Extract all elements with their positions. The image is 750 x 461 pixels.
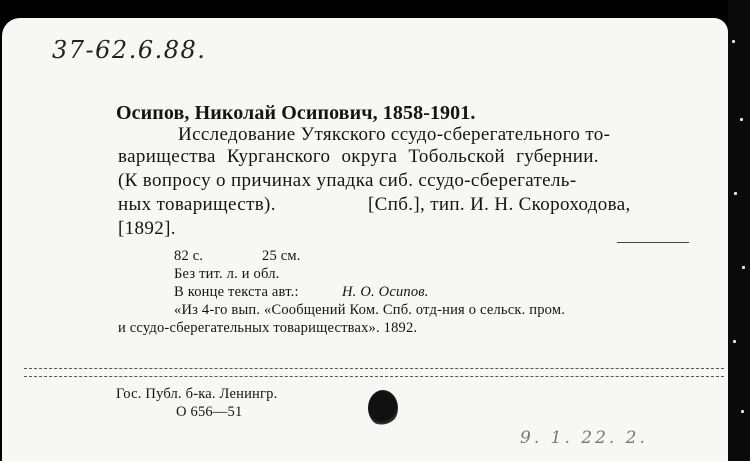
note-pagination: 82 с. <box>174 248 204 264</box>
library-stamp <box>368 390 398 426</box>
holding-library: Гос. Публ. б-ка. Ленингр. <box>116 386 278 402</box>
note-size: 25 см. <box>262 248 301 264</box>
shelfmark-handwritten: 37-62.6.88. <box>52 36 207 64</box>
rule-bottom <box>24 376 724 377</box>
title-line-2: варищества Курганского округа Тобольской губернии. <box>118 146 599 167</box>
title-line-3: (К вопросу о причинах упадка сиб. ссудо-сберегатель- <box>118 170 577 191</box>
rule-top <box>24 368 724 369</box>
rule-right <box>617 242 689 243</box>
note-series-1: «Из 4-го вып. «Сообщений Ком. Спб. отд-ния о сельск. пром. <box>174 302 566 318</box>
holding-call-number: О 656—51 <box>176 404 243 420</box>
note-author-name: Н. О. Осипов. <box>342 284 429 300</box>
title-line-4: ных товариществ). <box>118 194 276 215</box>
catalog-card <box>2 18 728 461</box>
note-no-title: Без тит. л. и обл. <box>174 266 280 282</box>
heading-author: Осипов, Николай Осипович, 1858-1901. <box>116 102 476 124</box>
imprint: [Спб.], тип. И. Н. Скороходова, <box>368 194 631 215</box>
handwritten-note-bottom: 9. 1. 22. 2. <box>520 428 648 448</box>
title-line-1: Исследование Утякского ссудо-сберегательного то- <box>178 124 611 145</box>
scan-right-edge <box>728 0 750 461</box>
note-series-2: и ссудо-сберегательных товариществах». 1892. <box>118 320 418 336</box>
note-author-label: В конце текста авт.: <box>174 284 299 300</box>
imprint-date: [1892]. <box>118 218 176 239</box>
